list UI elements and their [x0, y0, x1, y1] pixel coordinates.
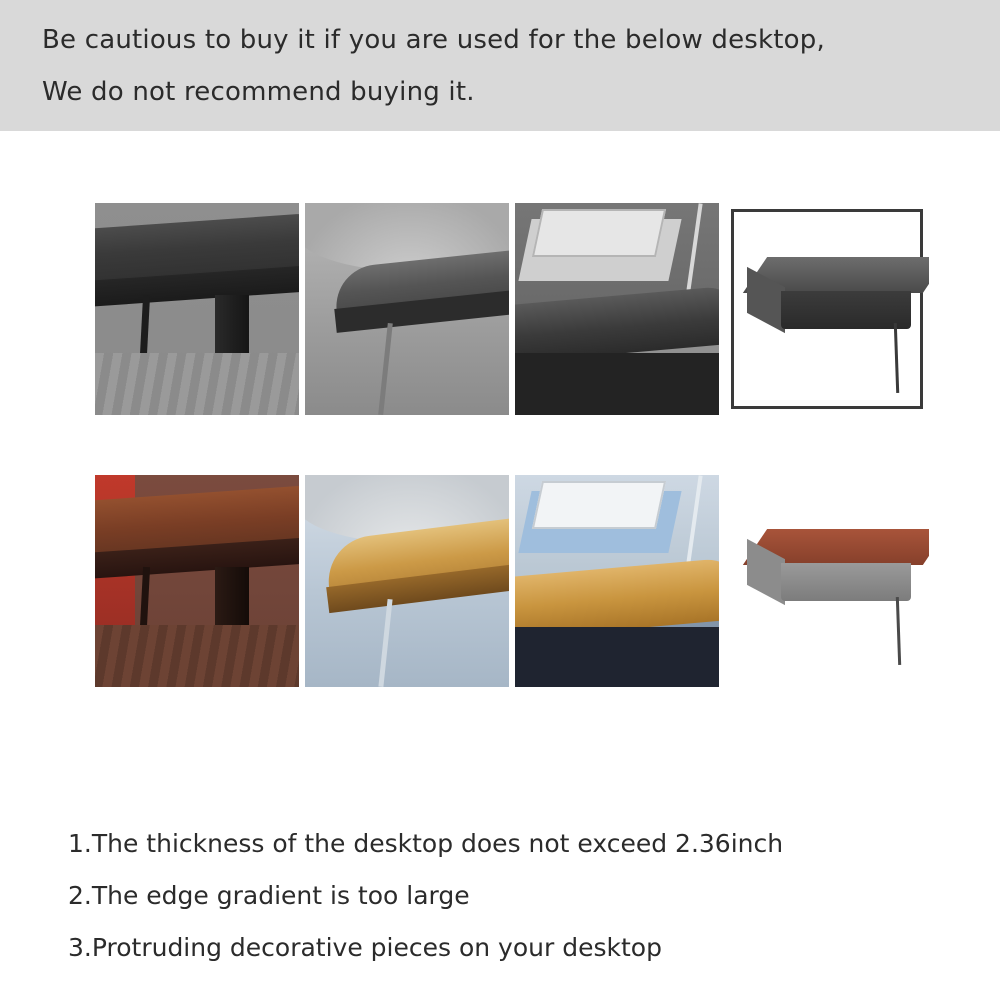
photo-red-desk-corner: [95, 475, 299, 687]
condition-item-1: 1.The thickness of the desktop does not exceed 2.36inch: [68, 829, 784, 858]
diagram-thick-dark-edge: [725, 203, 929, 415]
warning-banner: [0, 0, 1000, 131]
condition-item-3: 3.Protruding decorative pieces on your desktop: [68, 933, 662, 962]
photo-dark-desk-corner: [95, 203, 299, 415]
diagram-wood-edge-clamp: [725, 475, 929, 687]
photo-desktop-with-keyboard: [515, 203, 719, 415]
photo-row-color: [95, 475, 929, 687]
warning-line-1: Be cautious to buy it if you are used for the below desktop,: [42, 25, 825, 55]
photo-wood-rounded-edge: [305, 475, 509, 687]
photo-rounded-edge-closeup: [305, 203, 509, 415]
condition-item-2: 2.The edge gradient is too large: [68, 881, 470, 910]
warning-line-2: We do not recommend buying it.: [42, 77, 475, 107]
photo-wood-desktop-keyboard: [515, 475, 719, 687]
photo-row-greyscale: [95, 203, 929, 415]
conditions-list: [68, 818, 968, 974]
